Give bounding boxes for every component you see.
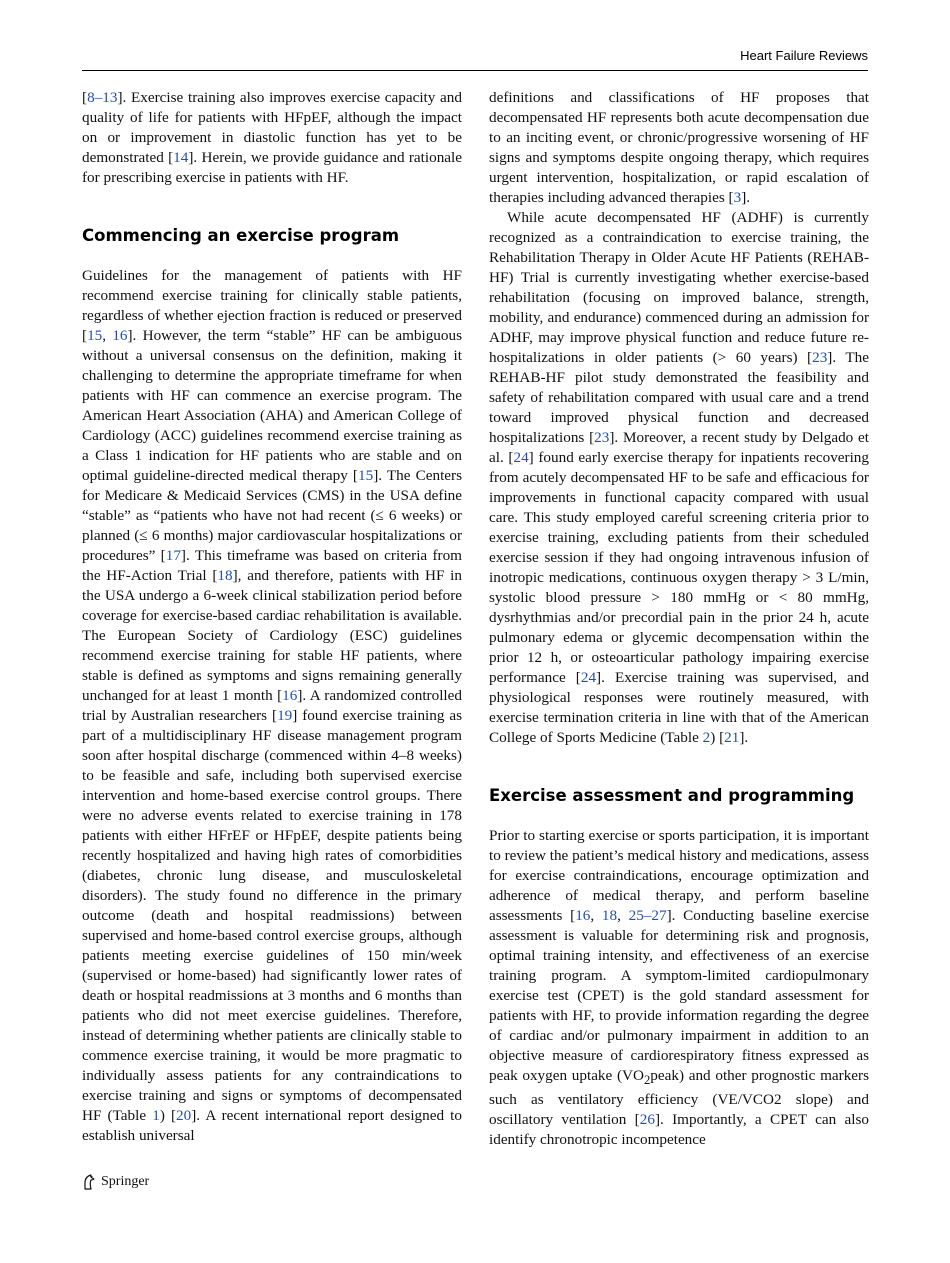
left-column — [82, 88, 462, 1146]
text-run: ]. The Centers for Medicare & Medicaid Services (CMS) in the USA define “stable” as “patients who have not had recent (≤ 6 weeks) or planned (≤ 6 months) major cardiovascular hospitalizations or procedures” [ — [82, 467, 462, 564]
text-run: ]. However, the term “stable” HF can be ambiguous without a universal consensus on the definition, making it challenging to determine the appropriate timeframe for when patients with HF can commence an exercise program. The American Heart Association (AHA) and American College of Cardiology (ACC) guidelines recommend exercise training as a Class 1 indication for HF patients who are stable and on optimal guideline-directed medical therapy [ — [82, 327, 463, 484]
text-run: , — [102, 327, 113, 344]
paragraph — [82, 88, 462, 188]
header-rule — [82, 70, 868, 71]
citation-link[interactable]: 3 — [733, 189, 742, 206]
subscript: 2 — [643, 1073, 651, 1088]
paragraph — [489, 826, 869, 1150]
paragraph — [489, 208, 869, 748]
text-run: While acute decompensated HF (ADHF) is currently recognized as a contraindication to exercise training, the Rehabilitation Therapy in Older Acute HF Patients (REHAB-HF) Trial is currently investigating whether exercise-based rehabilitation (focusing on improved balance, strength, mobility, and endurance) commenced during an admission for ADHF, may improve physical function and reduce future re-hospitalizations in older patients (> 60 years) [ — [489, 209, 869, 366]
text-run: ]. A randomized controlled trial by Australian researchers [ — [82, 687, 462, 724]
citation-link[interactable]: 2 — [702, 729, 711, 746]
paragraph — [82, 266, 462, 1146]
citation-link[interactable]: 16 — [112, 327, 128, 344]
text-run: [ — [82, 89, 88, 106]
text-run: , — [617, 907, 629, 924]
text-run: ]. — [741, 189, 751, 206]
citation-link[interactable]: 23 — [594, 429, 610, 446]
text-run: ]. Conducting baseline exercise assessment is valuable for determining risk and prognosis, optimal training intensity, and effectiveness of an exercise training program. A symptom-limited cardiopulmonary exercise test (CPET) is the gold standard assessment for patients with HF, to provide information regarding the degree of cardiac and/or pulmonary impairment in addition to an objective measure of cardiorespiratory fitness expressed as peak oxygen uptake (VO — [489, 907, 870, 1084]
text-run: ]. Exercise training also improves exercise capacity and quality of life for patients with HFpEF, although the impact on or improvement in diastolic function has yet to be demonstrated [ — [82, 89, 462, 166]
citation-link[interactable]: 15 — [87, 327, 103, 344]
paragraph — [489, 88, 869, 208]
citation-link[interactable]: 20 — [176, 1107, 192, 1124]
text-run: ]. Exercise training was supervised, and physiological responses were routinely measured, with exercise termination criteria in line with that of the American College of Sports Medicine (Table — [489, 669, 869, 746]
text-run: ]. — [739, 729, 749, 746]
text-run: ] found exercise training as part of a multidisciplinary HF disease management program soon after hospital discharge (commenced within 4–8 weeks) to be feasible and safe, including both supervised exercise intervention and home-based exercise control groups. There were no adverse events related to exercise training in 178 patients with either HFrEF or HFpEF, despite patients being recently hospitalized and having high rates of comorbidities (diabetes, chronic lung disease, and musculoskeletal disorders). The study found no difference in the primary outcome (death and hospital readmissions) between supervised and home-based control exercise groups, although patients meeting exercise guidelines of 150 min/week (supervised or home-based) had significantly lower rates of death or hospital readmissions at 3 months and 6 months than patients who did not meet exercise guidelines. Therefore, instead of determining whether patients are clinically stable to commence exercise training, it would be more pragmatic to individually assess patients for any contraindications to exercise training and signs or symptoms of decompensated HF (Table — [82, 707, 463, 1124]
publisher-name: Springer — [101, 1174, 150, 1189]
running-head-journal: Heart Failure Reviews — [740, 48, 868, 63]
text-run: peak) and other prognostic markers such as ventilatory efficiency (VE/VCO2 slope) and oscillatory ventilation [ — [489, 1067, 869, 1129]
text-run: ]. Herein, we provide guidance and rationale for prescribing exercise in patients with HF. — [82, 149, 462, 186]
text-run: ) [ — [710, 729, 725, 746]
citation-link[interactable]: 1 — [152, 1107, 160, 1124]
section-heading: Exercise assessment and programming — [489, 786, 855, 805]
text-run: ]. This timeframe was based on criteria from the HF-Action Trial [ — [82, 547, 462, 584]
text-run: , — [590, 907, 602, 924]
text-run: ) [ — [159, 1107, 177, 1124]
text-run: ] found early exercise therapy for inpatients recovering from acutely decompensated HF to be safe and efficacious for improvements in functional capacity compared with usual care. This study employed careful screening criteria prior to exercise training, excluding patients from their scheduled exercise session if they had ongoing intravenous infusion of inotropic medications, continuous oxygen therapy > 3 L/min, systolic blood pressure > 180 mmHg or < 80 mmHg, dysrhythmias and/or precordial pain in the prior 24 h, acute pulmonary edema or glycemic decompensation within the prior 12 h, or osteoarticular pathology impairing exercise performance [ — [489, 449, 869, 686]
citation-link[interactable]: 24 — [580, 669, 597, 686]
springer-horse-icon — [82, 1174, 96, 1190]
section-heading: Commencing an exercise program — [82, 226, 400, 245]
citation-link[interactable]: 23 — [812, 349, 828, 366]
citation-link[interactable]: 16 — [282, 687, 298, 704]
citation-link[interactable]: 16 — [575, 907, 591, 924]
citation-link[interactable]: 21 — [724, 729, 740, 746]
citation-link[interactable]: 14 — [173, 149, 189, 166]
citation-link[interactable]: 25–27 — [628, 907, 667, 924]
text-run: Prior to starting exercise or sports participation, it is important to review the patient’s medical history and medications, assess for exercise contraindications, encourage optimization and adherence of medical therapy, and perform baseline assessments [ — [489, 827, 870, 924]
text-run: ]. Moreover, a recent study by Delgado et al. [ — [489, 429, 869, 466]
citation-link[interactable]: 8–13 — [87, 89, 118, 106]
citation-link[interactable]: 26 — [639, 1111, 655, 1129]
text-run: ]. The REHAB-HF pilot study demonstrated the feasibility and safety of rehabilitation compared with usual care and a trend toward improved physical function and decreased hospitalizations [ — [489, 349, 869, 446]
footer — [82, 1174, 149, 1190]
citation-link[interactable]: 15 — [358, 467, 374, 484]
right-column — [489, 88, 869, 1150]
citation-link[interactable]: 18 — [601, 907, 618, 924]
text-run: ]. A recent international report designed to establish universal — [82, 1107, 462, 1144]
text-run: Guidelines for the management of patients with HF recommend exercise training for clinically stable patients, regardless of whether ejection fraction is reduced or preserved [ — [82, 267, 462, 344]
text-run: ]. Importantly, a CPET can also identify chronotropic incompetence — [489, 1111, 869, 1149]
citation-link[interactable]: 24 — [513, 449, 529, 466]
citation-link[interactable]: 17 — [165, 547, 181, 564]
text-run: definitions and classifications of HF proposes that decompensated HF represents both acute decompensation due to an inciting event, or chronic/progressive worsening of HF signs and symptoms despite ongoing therapy, which requires urgent intervention, hospitalization, or rapid escalation of therapies including advanced therapies [ — [489, 89, 869, 206]
text-run: ], and therefore, patients with HF in the USA undergo a 6-week clinical stabilization period before coverage for exercise-based cardiac rehabilitation is available. The European Society of Cardiology (ESC) guidelines recommend exercise training for stable HF patients, where stable is defined as symptoms and signs remaining generally unchanged for at least 1 month [ — [82, 567, 462, 704]
citation-link[interactable]: 19 — [277, 707, 293, 724]
citation-link[interactable]: 18 — [217, 567, 233, 584]
